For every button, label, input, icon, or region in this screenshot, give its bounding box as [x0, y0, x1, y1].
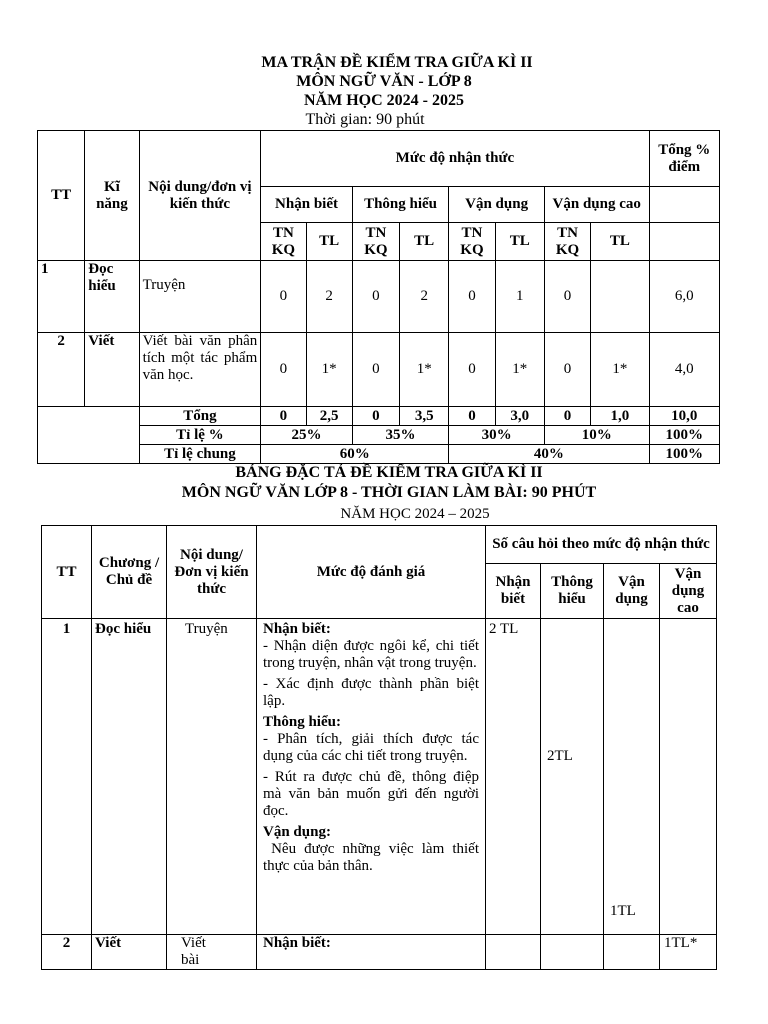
eval-text: - Rút ra được chủ đề, thông điệp mà văn bản muốn gửi đến người đọc.	[263, 769, 479, 819]
eval-label-nb: Nhận biết:	[263, 621, 331, 637]
matrix-common-cell: 60%	[261, 445, 449, 464]
matrix-header-total: Tổng % điểm	[649, 131, 719, 187]
matrix-table	[37, 130, 720, 464]
matrix-title-line-2: MÔN NGỮ VĂN - LỚP 8	[296, 73, 472, 90]
matrix-sum-total: 10,0	[649, 407, 719, 426]
matrix-sum-cell: 0	[352, 407, 399, 426]
spec-count-vdc: 1TL*	[660, 935, 717, 970]
matrix-cell: 2	[400, 261, 449, 333]
matrix-level-nb: Nhận biết	[261, 187, 353, 223]
matrix-header-content: Nội dung/đơn vị kiến thức	[139, 131, 261, 261]
matrix-header-level: Mức độ nhận thức	[261, 131, 649, 187]
spec-row-tt: 2	[42, 935, 92, 970]
matrix-ratio-cell: 10%	[544, 426, 649, 445]
spec-row-eval	[257, 619, 486, 935]
spec-header-count: Số câu hỏi theo mức độ nhận thức	[486, 526, 717, 564]
spec-title-line-1: BẢNG ĐẶC TẢ ĐỀ KIỂM TRA GIỮA KÌ II	[235, 464, 543, 481]
spec-level-vd: Vận dụng	[604, 564, 660, 619]
matrix-sum-cell: 0	[261, 407, 306, 426]
matrix-sum-cell: 3,5	[400, 407, 449, 426]
spec-row-chapter: Đọc hiểu	[92, 619, 167, 935]
matrix-row-total: 4,0	[649, 333, 719, 407]
matrix-common-cell: 40%	[449, 445, 649, 464]
spec-table	[41, 525, 717, 970]
matrix-sum-row	[38, 407, 720, 426]
spec-count-vd	[604, 935, 660, 970]
spec-row	[42, 619, 717, 935]
eval-text: - Phân tích, giải thích được tác dụng của các chi tiết trong truyện.	[263, 731, 479, 764]
matrix-cell	[591, 261, 649, 333]
matrix-cell: 0	[544, 261, 590, 333]
matrix-ratio-row	[38, 426, 720, 445]
matrix-time: Thời gian: 90 phút	[305, 111, 425, 128]
matrix-row	[38, 261, 720, 333]
spec-header-tt: TT	[42, 526, 92, 619]
matrix-row-tt: 1	[38, 261, 85, 333]
spec-count-vd: 1TL	[604, 619, 660, 935]
matrix-cell: 1*	[400, 333, 449, 407]
matrix-level-blank	[649, 187, 719, 223]
spec-count-th	[541, 935, 604, 970]
matrix-level-th: Thông hiểu	[352, 187, 449, 223]
matrix-ratio-cell: 30%	[449, 426, 545, 445]
matrix-sum-cell: 0	[449, 407, 495, 426]
eval-label-th: Thông hiểu:	[263, 714, 341, 730]
spec-header-eval: Mức độ đánh giá	[257, 526, 486, 619]
spec-row-content: Truyện	[167, 619, 257, 935]
spec-level-vdc: Vận dụng cao	[660, 564, 717, 619]
matrix-row-content: Viết bài văn phân tích một tác phẩm văn học.	[139, 333, 261, 407]
spec-title-line-2: MÔN NGỮ VĂN LỚP 8 - THỜI GIAN LÀM BÀI: 90 PHÚT	[181, 484, 597, 501]
matrix-sub: TL	[495, 223, 544, 261]
matrix-row	[38, 333, 720, 407]
matrix-sum-label: Tổng	[139, 407, 261, 426]
matrix-title-line-1: MA TRẬN ĐỀ KIỂM TRA GIỮA KÌ II	[261, 54, 533, 71]
matrix-title-line-3: NĂM HỌC 2024 - 2025	[304, 92, 464, 109]
matrix-footer-blank	[38, 407, 140, 464]
matrix-sub: TN KQ	[352, 223, 399, 261]
matrix-sum-cell: 1,0	[591, 407, 649, 426]
matrix-cell: 2	[306, 261, 352, 333]
matrix-title	[0, 53, 768, 110]
eval-label-nb: Nhận biết:	[257, 935, 486, 970]
matrix-cell: 1	[495, 261, 544, 333]
spec-row	[42, 935, 717, 970]
matrix-header-tt: TT	[38, 131, 85, 261]
matrix-cell: 1*	[591, 333, 649, 407]
matrix-cell: 0	[449, 333, 495, 407]
matrix-row-skill: Viết	[85, 333, 139, 407]
spec-header-chapter: Chương / Chủ đề	[92, 526, 167, 619]
matrix-row-tt: 2	[38, 333, 85, 407]
spec-count-th: 2TL	[541, 619, 604, 935]
spec-title	[0, 463, 768, 503]
matrix-sub: TN KQ	[449, 223, 495, 261]
spec-row-content: Viết bài	[167, 935, 257, 970]
matrix-sum-cell: 3,0	[495, 407, 544, 426]
matrix-sum-cell: 0	[544, 407, 590, 426]
matrix-common-total: 100%	[649, 445, 719, 464]
spec-header-content: Nội dung/ Đơn vị kiến thức	[167, 526, 257, 619]
matrix-cell: 0	[261, 333, 306, 407]
matrix-cell: 1*	[306, 333, 352, 407]
spec-year: NĂM HỌC 2024 – 2025	[340, 506, 490, 522]
matrix-cell: 0	[352, 333, 399, 407]
matrix-row-skill: Đọc hiểu	[85, 261, 139, 333]
matrix-sub: TL	[306, 223, 352, 261]
matrix-cell: 1*	[495, 333, 544, 407]
spec-row-tt: 1	[42, 619, 92, 935]
matrix-sub: TL	[400, 223, 449, 261]
spec-level-nb: Nhận biết	[486, 564, 541, 619]
spec-level-th: Thông hiểu	[541, 564, 604, 619]
matrix-ratio-cell: 25%	[261, 426, 353, 445]
matrix-row-content: Truyện	[139, 261, 261, 333]
matrix-sub: TN KQ	[544, 223, 590, 261]
matrix-cell: 0	[261, 261, 306, 333]
matrix-level-vdc: Vận dụng cao	[544, 187, 649, 223]
spec-count-vdc	[660, 619, 717, 935]
matrix-cell: 0	[449, 261, 495, 333]
matrix-level-vd: Vận dụng	[449, 187, 545, 223]
matrix-ratio-total: 100%	[649, 426, 719, 445]
matrix-cell: 0	[544, 333, 590, 407]
matrix-ratio-label: Tỉ lệ %	[139, 426, 261, 445]
matrix-sub: TL	[591, 223, 649, 261]
matrix-row-total: 6,0	[649, 261, 719, 333]
matrix-sub: TN KQ	[261, 223, 306, 261]
spec-count-nb: 2 TL	[486, 619, 541, 935]
eval-text: - Nhận diện được ngôi kể, chi tiết trong truyện, nhân vật trong truyện.	[263, 638, 479, 671]
matrix-cell: 0	[352, 261, 399, 333]
matrix-ratio-cell: 35%	[352, 426, 449, 445]
eval-label-vd: Vận dụng:	[263, 824, 331, 840]
matrix-sum-cell: 2,5	[306, 407, 352, 426]
eval-text: - Xác định được thành phần biệt lập.	[263, 676, 479, 709]
matrix-sub-blank	[649, 223, 719, 261]
spec-count-nb	[486, 935, 541, 970]
eval-text: Nêu được những việc làm thiết thực của bản thân.	[263, 841, 483, 874]
matrix-common-row	[38, 445, 720, 464]
matrix-common-label: Tỉ lệ chung	[139, 445, 261, 464]
spec-row-chapter: Viết	[92, 935, 167, 970]
matrix-header-skill: Kĩ năng	[85, 131, 139, 261]
